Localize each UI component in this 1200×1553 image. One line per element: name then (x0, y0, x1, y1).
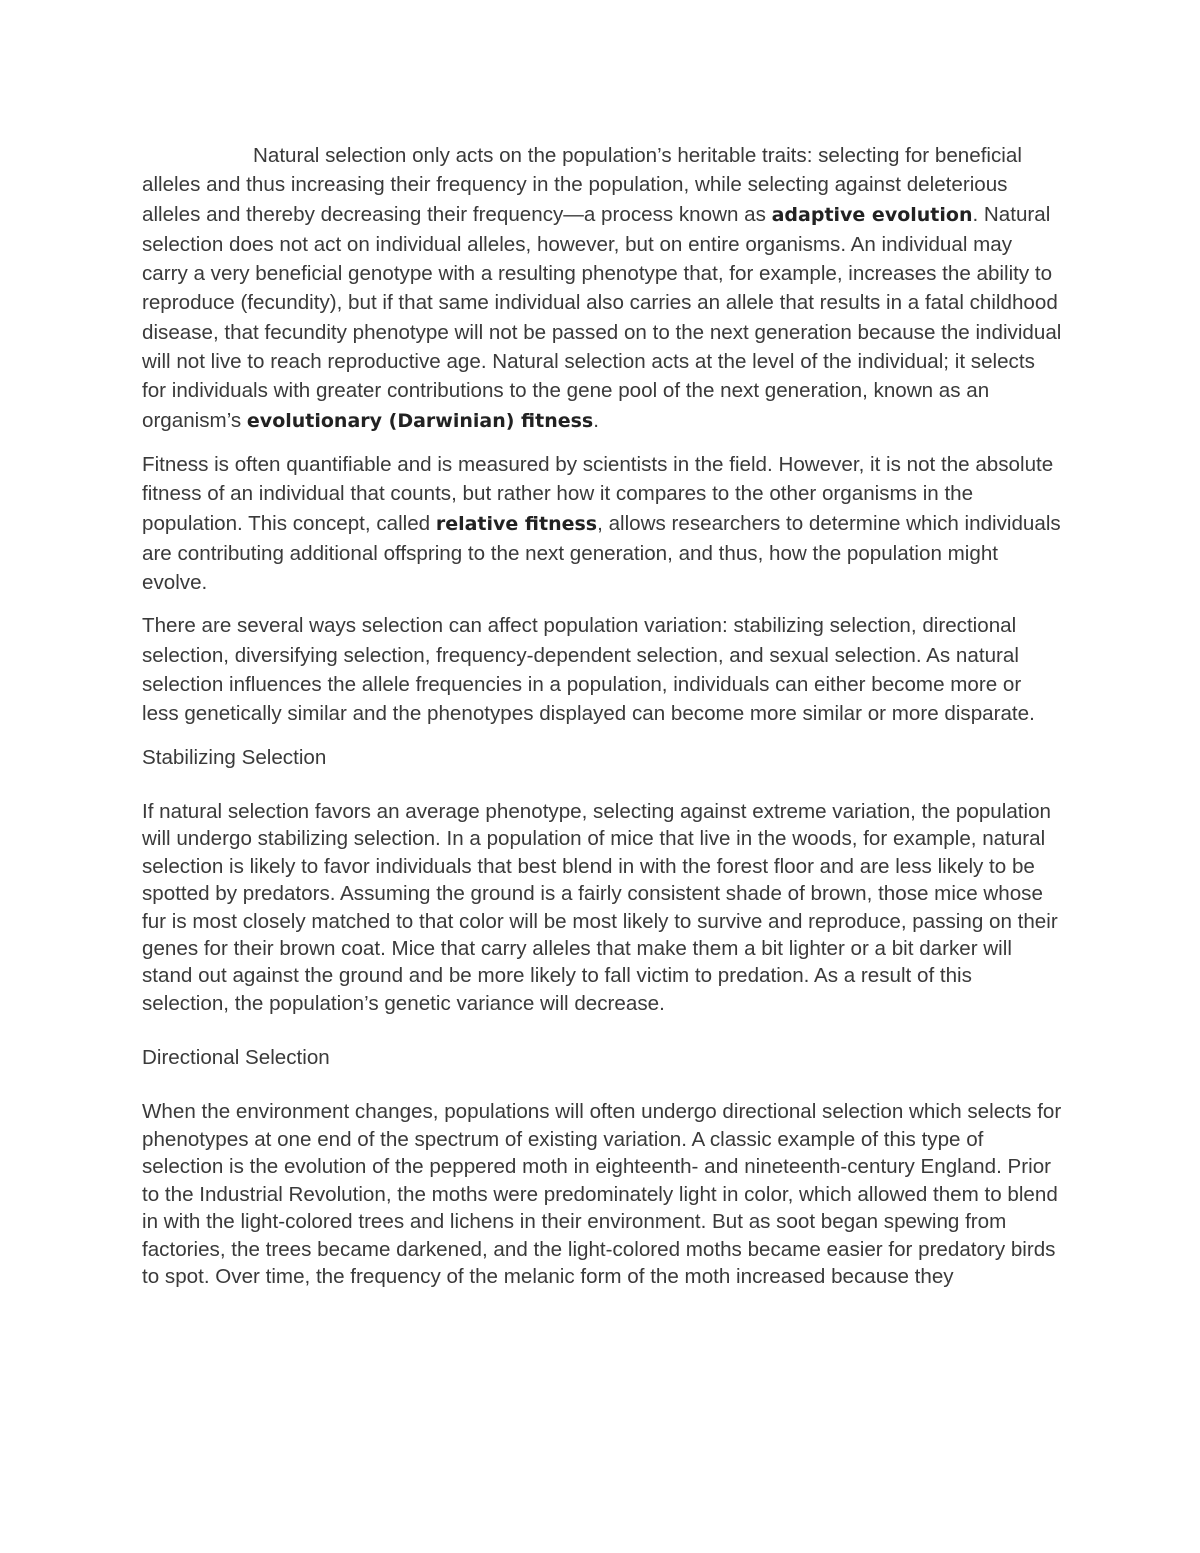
paragraph-relative-fitness (142, 450, 1062, 597)
paragraph-selection-types: There are several ways selection can affect population variation: stabilizing selection, directional selection, diversifying selection, frequency-dependent selection, and sexual selection. As natural selection influences the allele frequencies in a population, individuals can either become more or less genetically similar and the phenotypes displayed can become more similar or more disparate. (142, 614, 1035, 726)
paragraph-text: . (593, 408, 599, 432)
paragraph-directional-selection: When the environment changes, populations will often undergo directional selection which selects for phenotypes at one end of the spectrum of existing variation. A classic example of this type of selection is the evolution of the peppered moth in eighteenth- and nineteenth-century England. Prior to the Industrial Revolution, the moths were predominately light in color, which allowed them to blend in with the light-colored trees and lichens in their environment. But as soot began spewing from factories, the trees became darkened, and the light-colored moths became easier for predatory birds to spot. Over time, the frequency of the melanic form of the moth increased because they (142, 1100, 1062, 1288)
paragraph-text: . Natural selection does not act on individual alleles, however, but on entire organisms. An individual may carry a very beneficial genotype with a resulting phenotype that, for example, increases the ability to reproduce (fecundity), but if that same individual also carries an allele that results in a fatal childhood disease, that fecundity phenotype will not be passed on to the next generation because the individual will not live to reach reproductive age. Natural selection acts at the level of the individual; it selects for individuals with greater contributions to the gene pool of the next generation, known as an organism’s (142, 202, 1062, 432)
term-evolutionary-fitness: evolutionary (Darwinian) fitness (246, 409, 594, 432)
paragraph-text: Fitness is often quantifiable and is measured by scientists in the field. However, it is not the absolute fitness of an individual that counts, but rather how it compares to the other organisms in the population. This concept, called (142, 452, 1054, 535)
paragraph-text: , allows researchers to determine which individuals are contributing additional offspring to the next generation, and thus, how the population might evolve. (142, 511, 1061, 595)
heading-directional-selection: Directional Selection (142, 1046, 330, 1070)
paragraph-adaptive-evolution (142, 141, 1062, 436)
term-adaptive-evolution: adaptive evolution (771, 203, 973, 226)
document-body (142, 141, 1062, 1290)
paragraph-text: Natural selection only acts on the population’s heritable traits: selecting for beneficial alleles and thus increasing their frequency in the population, while selecting against deleterious alleles and thereby decreasing their frequency—a process known as (142, 144, 1022, 226)
paragraph-stabilizing-selection: If natural selection favors an average phenotype, selecting against extreme variation, the population will undergo stabilizing selection. In a population of mice that live in the woods, for example, natural selection is likely to favor individuals that best blend in with the forest floor and are less likely to be spotted by predators. Assuming the ground is a fairly consistent shade of brown, those mice whose fur is most closely matched to that color will be most likely to survive and reproduce, passing on their genes for their brown coat. Mice that carry alleles that make them a bit lighter or a bit darker will stand out against the ground and be more likely to fall victim to predation. As a result of this selection, the population’s genetic variance will decrease. (142, 799, 1058, 1015)
heading-stabilizing-selection: Stabilizing Selection (142, 745, 327, 769)
term-relative-fitness: relative fitness (435, 512, 598, 535)
